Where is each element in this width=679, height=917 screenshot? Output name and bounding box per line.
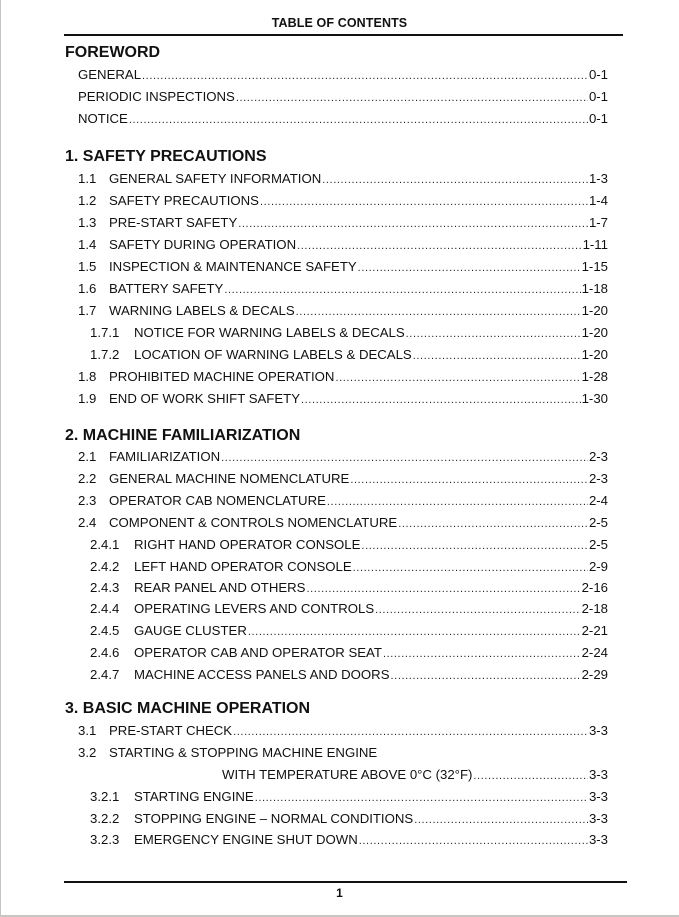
entry-number: 2.3 xyxy=(78,493,97,508)
entry-title: OPERATOR CAB AND OPERATOR SEAT xyxy=(134,645,382,660)
entry-title: STARTING & STOPPING MACHINE ENGINE xyxy=(109,745,378,760)
entry-number: 2.4.7 xyxy=(90,667,120,682)
entry-title: MACHINE ACCESS PANELS AND DOORS xyxy=(134,667,390,682)
entry-page: 0-1 xyxy=(588,89,608,104)
entry-title: OPERATING LEVERS AND CONTROLS xyxy=(134,601,375,616)
entry-number: 2.4.5 xyxy=(90,623,120,638)
entry-number: 2.4 xyxy=(78,515,97,530)
toc-entry[interactable] xyxy=(90,667,608,683)
dot-leader xyxy=(327,493,588,508)
entry-page: 1-15 xyxy=(581,259,608,274)
entry-page: 2-21 xyxy=(581,623,608,638)
header-divider xyxy=(64,34,623,36)
entry-title: FAMILIARIZATION xyxy=(109,449,221,464)
toc-entry[interactable] xyxy=(90,645,608,661)
entry-number: 1.9 xyxy=(78,391,97,406)
entry-title: COMPONENT & CONTROLS NOMENCLATURE xyxy=(109,515,398,530)
dot-leader xyxy=(391,667,581,682)
entry-page: 2-3 xyxy=(588,449,608,464)
section-heading-basic-machine-operation: 3. BASIC MACHINE OPERATION xyxy=(65,700,311,717)
dot-leader xyxy=(129,111,588,126)
entry-title: END OF WORK SHIFT SAFETY xyxy=(109,391,300,406)
entry-number: 2.1 xyxy=(78,449,97,464)
entry-page: 1-20 xyxy=(581,325,608,340)
toc-entry[interactable] xyxy=(90,325,608,341)
entry-title: NOTICE xyxy=(78,111,128,126)
entry-title: BATTERY SAFETY xyxy=(109,281,224,296)
entry-title: PRE-START CHECK xyxy=(109,723,233,738)
dot-leader xyxy=(306,580,580,595)
entry-number: 1.3 xyxy=(78,215,97,230)
entry-number: 2.4.3 xyxy=(90,580,120,595)
toc-entry[interactable] xyxy=(78,171,608,187)
entry-title: GAUGE CLUSTER xyxy=(134,623,247,638)
entry-title: PERIODIC INSPECTIONS xyxy=(78,89,235,104)
entry-title: GENERAL SAFETY INFORMATION xyxy=(109,171,322,186)
toc-entry[interactable] xyxy=(78,259,608,275)
entry-page: 1-18 xyxy=(581,281,608,296)
dot-leader xyxy=(301,391,581,406)
toc-entry[interactable] xyxy=(78,745,608,761)
dot-leader xyxy=(413,347,581,362)
toc-entry[interactable] xyxy=(78,67,608,83)
toc-entry[interactable] xyxy=(78,237,608,253)
entry-title: PRE-START SAFETY xyxy=(109,215,238,230)
dot-leader xyxy=(142,67,588,82)
entry-page: 1-3 xyxy=(588,171,608,186)
dot-leader xyxy=(255,789,588,804)
entry-title: STOPPING ENGINE – NORMAL CONDITIONS xyxy=(134,811,414,826)
entry-number: 2.4.2 xyxy=(90,559,120,574)
entry-number: 2.4.1 xyxy=(90,537,120,552)
toc-entry[interactable] xyxy=(90,601,608,617)
entry-page: 1-7 xyxy=(588,215,608,230)
entry-page: 3-3 xyxy=(588,767,608,782)
entry-number: 3.2.2 xyxy=(90,811,120,826)
entry-title: OPERATOR CAB NOMENCLATURE xyxy=(109,493,326,508)
entry-page: 2-4 xyxy=(588,493,608,508)
entry-page: 1-28 xyxy=(581,369,608,384)
entry-page: 0-1 xyxy=(588,111,608,126)
entry-page: 3-3 xyxy=(588,811,608,826)
toc-entry[interactable] xyxy=(90,559,608,575)
entry-page: 2-5 xyxy=(588,537,608,552)
page-title: TABLE OF CONTENTS xyxy=(271,16,408,30)
entry-page: 3-3 xyxy=(588,832,608,847)
entry-number: 1.2 xyxy=(78,193,97,208)
entry-title: GENERAL MACHINE NOMENCLATURE xyxy=(109,471,350,486)
entry-title: NOTICE FOR WARNING LABELS & DECALS xyxy=(134,325,405,340)
entry-page: 2-5 xyxy=(588,515,608,530)
entry-number: 1.1 xyxy=(78,171,97,186)
entry-title: WARNING LABELS & DECALS xyxy=(109,303,295,318)
entry-title: SAFETY PRECAUTIONS xyxy=(109,193,259,208)
entry-title: LOCATION OF WARNING LABELS & DECALS xyxy=(134,347,412,362)
toc-entry[interactable] xyxy=(90,789,608,805)
entry-title: STARTING ENGINE xyxy=(134,789,254,804)
toc-entry-continuation[interactable] xyxy=(222,767,608,783)
entry-number: 1.5 xyxy=(78,259,97,274)
entry-page: 2-16 xyxy=(581,580,608,595)
dot-leader xyxy=(353,559,588,574)
entry-page: 2-3 xyxy=(588,471,608,486)
toc-entry[interactable] xyxy=(78,89,608,105)
entry-title: WITH TEMPERATURE ABOVE 0°C (32°F) xyxy=(222,767,473,782)
toc-entry[interactable] xyxy=(78,515,608,531)
toc-entry[interactable] xyxy=(78,471,608,487)
toc-entry[interactable] xyxy=(90,347,608,363)
entry-title: RIGHT HAND OPERATOR CONSOLE xyxy=(134,537,361,552)
entry-page: 2-18 xyxy=(581,601,608,616)
toc-entry[interactable] xyxy=(90,832,608,848)
toc-entry[interactable] xyxy=(90,623,608,639)
dot-leader xyxy=(233,723,588,738)
entry-page: 1-11 xyxy=(582,237,608,252)
toc-entry[interactable] xyxy=(90,580,608,596)
entry-number: 3.1 xyxy=(78,723,97,738)
section-heading-safety-precautions: 1. SAFETY PRECAUTIONS xyxy=(65,148,267,165)
dot-leader xyxy=(350,471,588,486)
page-number: 1 xyxy=(336,886,343,900)
entry-number: 1.8 xyxy=(78,369,97,384)
toc-entry[interactable] xyxy=(90,537,608,553)
toc-entry[interactable] xyxy=(78,281,608,297)
dot-leader xyxy=(414,811,588,826)
entry-title: INSPECTION & MAINTENANCE SAFETY xyxy=(109,259,357,274)
entry-page: 2-9 xyxy=(588,559,608,574)
dot-leader xyxy=(322,171,588,186)
entry-number: 1.4 xyxy=(78,237,97,252)
entry-number: 1.7 xyxy=(78,303,97,318)
entry-number: 1.6 xyxy=(78,281,97,296)
entry-page: 1-30 xyxy=(581,391,608,406)
toc-entry[interactable] xyxy=(78,111,608,127)
toc-entry[interactable] xyxy=(78,449,608,465)
toc-entry[interactable] xyxy=(78,369,608,385)
toc-entry[interactable] xyxy=(78,493,608,509)
dot-leader xyxy=(361,537,588,552)
dot-leader xyxy=(359,832,588,847)
entry-title: SAFETY DURING OPERATION xyxy=(109,237,297,252)
dot-leader xyxy=(297,237,581,252)
toc-entry[interactable] xyxy=(78,193,608,209)
dot-leader xyxy=(398,515,588,530)
entry-number: 2.4.6 xyxy=(90,645,120,660)
dot-leader xyxy=(473,767,588,782)
dot-leader xyxy=(260,193,588,208)
entry-number: 3.2.3 xyxy=(90,832,120,847)
entry-number: 1.7.2 xyxy=(90,347,120,362)
entry-page: 1-20 xyxy=(581,347,608,362)
toc-entry[interactable] xyxy=(78,303,608,319)
entry-number: 3.2 xyxy=(78,745,97,760)
dot-leader xyxy=(224,281,580,296)
dot-leader xyxy=(248,623,581,638)
dot-leader xyxy=(406,325,581,340)
dot-leader xyxy=(358,259,581,274)
section-heading-foreword: FOREWORD xyxy=(65,44,161,61)
dot-leader xyxy=(375,601,580,616)
entry-title: EMERGENCY ENGINE SHUT DOWN xyxy=(134,832,358,847)
dot-leader xyxy=(335,369,580,384)
entry-page: 2-29 xyxy=(581,667,608,682)
toc-entry[interactable] xyxy=(78,723,608,739)
dot-leader xyxy=(221,449,588,464)
dot-leader xyxy=(236,89,588,104)
entry-title: GENERAL xyxy=(78,67,142,82)
entry-page: 3-3 xyxy=(588,789,608,804)
entry-title: REAR PANEL AND OTHERS xyxy=(134,580,306,595)
entry-number: 2.2 xyxy=(78,471,97,486)
entry-page: 1-4 xyxy=(588,193,608,208)
entry-page: 3-3 xyxy=(588,723,608,738)
entry-number: 3.2.1 xyxy=(90,789,120,804)
entry-page: 2-24 xyxy=(581,645,608,660)
toc-entry[interactable] xyxy=(90,811,608,827)
dot-leader xyxy=(296,303,581,318)
toc-entry[interactable] xyxy=(78,391,608,407)
entry-title: PROHIBITED MACHINE OPERATION xyxy=(109,369,335,384)
toc-entry[interactable] xyxy=(78,215,608,231)
entry-page: 0-1 xyxy=(588,67,608,82)
dot-leader xyxy=(238,215,588,230)
entry-title: LEFT HAND OPERATOR CONSOLE xyxy=(134,559,352,574)
entry-number: 1.7.1 xyxy=(90,325,120,340)
dot-leader xyxy=(383,645,581,660)
entry-number: 2.4.4 xyxy=(90,601,120,616)
entry-page: 1-20 xyxy=(581,303,608,318)
page-edge xyxy=(0,0,1,917)
section-heading-machine-familiarization: 2. MACHINE FAMILIARIZATION xyxy=(65,427,301,444)
footer-divider xyxy=(64,881,627,883)
